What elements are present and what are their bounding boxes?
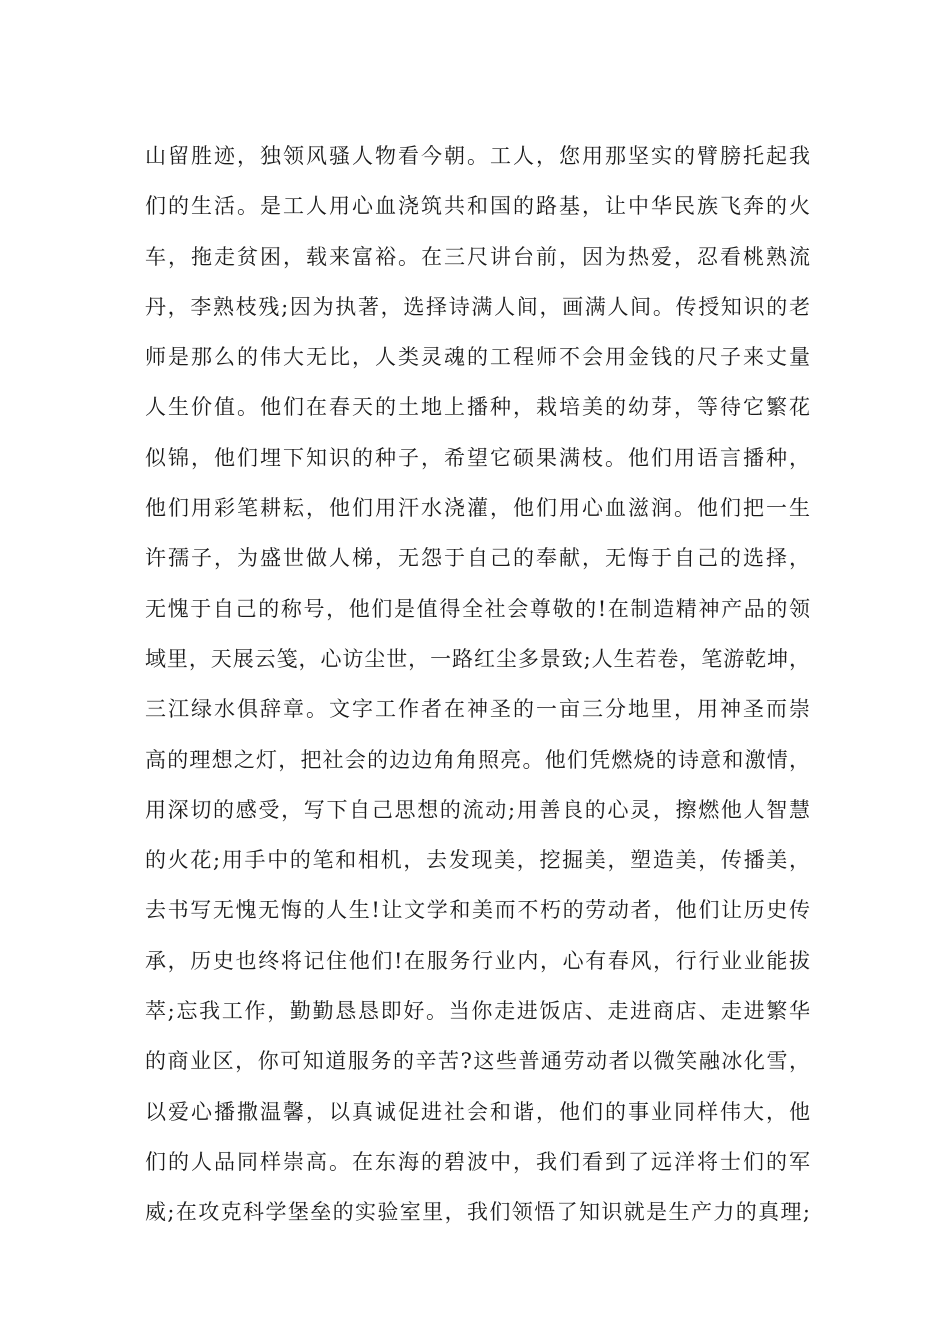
text-line: 们的人品同样崇高。在东海的碧波中，我们看到了远洋将士们的军: [145, 1149, 810, 1174]
body-text: [145, 131, 810, 1238]
text-line: 们的生活。是工人用心血浇筑共和国的路基，让中华民族飞奔的火: [145, 194, 810, 219]
text-line: 车，拖走贫困，载来富裕。在三尺讲台前，因为热爱，忍看桃熟流: [145, 244, 810, 269]
text-line: 的火花;用手中的笔和相机，去发现美，挖掘美，塑造美，传播美，: [145, 848, 810, 873]
text-line: 威;在攻克科学堡垒的实验室里，我们领悟了知识就是生产力的真理;: [145, 1200, 810, 1225]
text-line: 承，历史也终将记住他们!在服务行业内，心有春风，行行业业能拔: [145, 948, 810, 973]
text-line: 许孺子，为盛世做人梯，无怨于自己的奉献，无悔于自己的选择，: [145, 546, 810, 571]
text-line: 师是那么的伟大无比，人类灵魂的工程师不会用金钱的尺子来丈量: [145, 345, 810, 370]
text-line: 他们用彩笔耕耘，他们用汗水浇灌，他们用心血滋润。他们把一生: [145, 496, 810, 521]
text-line: 山留胜迹，独领风骚人物看今朝。工人，您用那坚实的臂膀托起我: [145, 144, 810, 168]
text-line: 用深切的感受，写下自己思想的流动;用善良的心灵，擦燃他人智慧: [145, 797, 810, 822]
text-line: 去书写无愧无悔的人生!让文学和美而不朽的劳动者，他们让历史传: [145, 898, 810, 923]
text-line: 域里，天展云笺，心访尘世，一路红尘多景致;人生若卷，笔游乾坤，: [145, 646, 810, 671]
text-line: 萃;忘我工作，勤勤恳恳即好。当你走进饭店、走进商店、走进繁华: [145, 999, 810, 1024]
text-line: 似锦，他们埋下知识的种子，希望它硕果满枝。他们用语言播种，: [145, 445, 810, 470]
text-line: 无愧于自己的称号，他们是值得全社会尊敬的!在制造精神产品的领: [145, 596, 810, 621]
text-line: 人生价值。他们在春天的土地上播种，栽培美的幼芽，等待它繁花: [145, 395, 810, 420]
text-line: 三江绿水俱辞章。文字工作者在神圣的一亩三分地里，用神圣而崇: [145, 697, 810, 722]
text-line: 的商业区，你可知道服务的辛苦?这些普通劳动者以微笑融冰化雪，: [145, 1049, 810, 1074]
text-line: 以爱心播撒温馨，以真诚促进社会和谐，他们的事业同样伟大，他: [145, 1099, 810, 1124]
text-line: 丹，李熟枝残;因为执著，选择诗满人间，画满人间。传授知识的老: [145, 294, 810, 319]
text-line: 高的理想之灯，把社会的边边角角照亮。他们凭燃烧的诗意和激情，: [145, 747, 810, 772]
